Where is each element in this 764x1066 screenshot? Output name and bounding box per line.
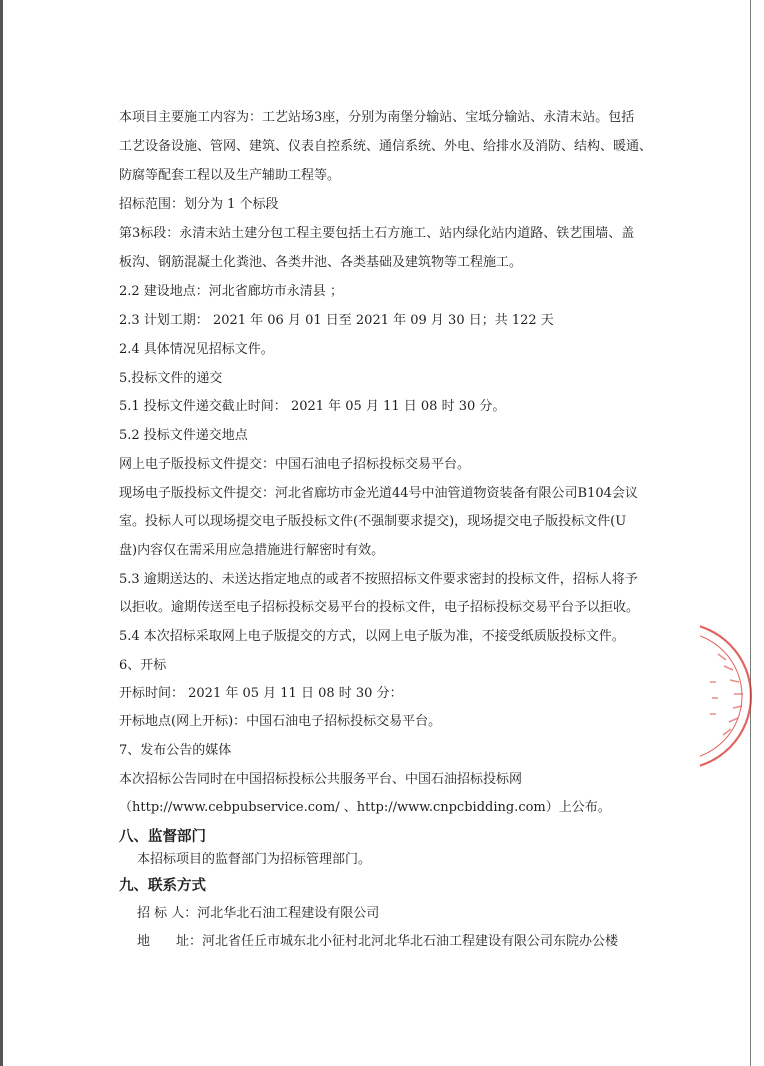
body-line: 7、发布公告的媒体 [119, 743, 232, 758]
contact-tenderer: 招 标 人：河北华北石油工程建设有限公司 [137, 906, 380, 921]
body-line: 盘)内容仅在需采用应急措施进行解密时有效。 [119, 543, 385, 558]
body-line: 5.1 投标文件递交截止时间： 2021 年 05 月 11 日 08 时 30 分。 [119, 399, 506, 414]
section-heading-supervision: 八、监督部门 [119, 829, 206, 845]
body-line: 防腐等配套工程以及生产辅助工程等。 [119, 168, 341, 183]
body-line: 第3标段：永清末站土建分包工程主要包括土石方施工、站内绿化站内道路、铁艺围墙、盖 [119, 226, 635, 241]
body-line: 2.3 计划工期： 2021 年 06 月 01 日至 2021 年 09 月 30 日；共 122 天 [119, 313, 554, 328]
body-line: 本次招标公告同时在中国招标投标公共服务平台、中国石油招标投标网 [119, 772, 523, 787]
body-line: （http://www.cebpubservice.com/ 、http://www.cnpcbidding.com）上公布。 [119, 800, 611, 815]
page-left-edge [0, 0, 3, 1066]
body-line: 5.投标文件的递交 [119, 371, 223, 386]
body-line: 板沟、钢筋混凝土化粪池、各类井池、各类基础及建筑物等工程施工。 [119, 255, 523, 270]
body-line: 5.2 投标文件递交地点 [119, 428, 248, 443]
contact-address: 地 址：河北省任丘市城东北小征村北河北华北石油工程建设有限公司东院办公楼 [137, 934, 619, 949]
body-line: 开标地点(网上开标)：中国石油电子招标投标交易平台。 [119, 714, 442, 729]
body-line: 6、开标 [119, 658, 167, 673]
supervision-text: 本招标项目的监督部门为招标管理部门。 [137, 852, 372, 867]
body-line: 网上电子版投标文件提交：中国石油电子招标投标交易平台。 [119, 457, 471, 472]
body-line: 现场电子版投标文件提交：河北省廊坊市金光道44号中油管道物资装备有限公司B104会议 [119, 486, 638, 501]
body-line: 开标时间： 2021 年 05 月 11 日 08 时 30 分： [119, 686, 403, 701]
body-line: 5.3 逾期送达的、未送达指定地点的或者不按照招标文件要求密封的投标文件，招标人将予 [119, 572, 638, 587]
body-line: 招标范围：划分为 1 个标段 [119, 197, 279, 212]
body-line: 本项目主要施工内容为：工艺站场3座，分别为南堡分输站、宝坻分输站、永清末站。包括 [119, 110, 635, 125]
body-line: 5.4 本次招标采取网上电子版提交的方式，以网上电子版为准，不接受纸质版投标文件。 [119, 629, 625, 644]
body-line: 2.4 具体情况见招标文件。 [119, 342, 274, 357]
body-line: 2.2 建设地点：河北省廊坊市永清县 ； [119, 284, 343, 299]
body-line: 室。投标人可以现场提交电子版投标文件(不强制要求提交)，现场提交电子版投标文件(U [119, 514, 627, 529]
company-seal-stamp [700, 622, 760, 772]
section-heading-contact: 九、联系方式 [119, 878, 206, 894]
page-right-edge [750, 0, 751, 1066]
body-line: 以拒收。逾期传送至电子招标投标交易平台的投标文件，电子招标投标交易平台予以拒收。 [119, 600, 640, 615]
body-line: 工艺设备设施、管网、建筑、仪表自控系统、通信系统、外电、给排水及消防、结构、暖通、 [119, 139, 653, 154]
